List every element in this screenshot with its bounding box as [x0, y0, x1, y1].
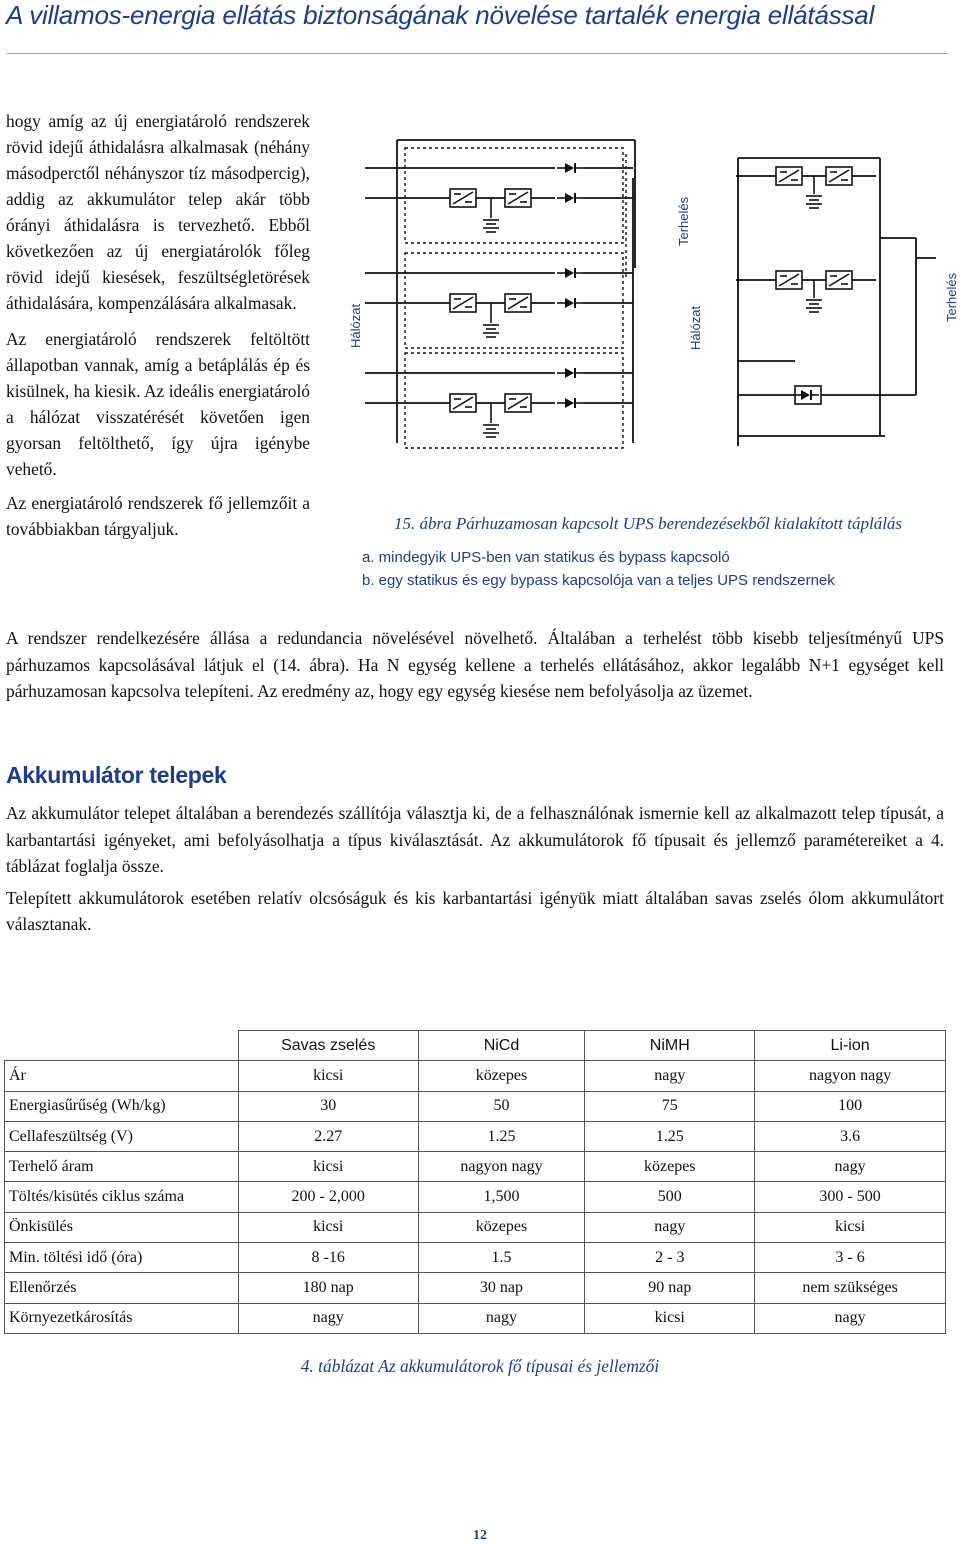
table-cell: közepes — [418, 1061, 585, 1091]
table-row — [5, 1303, 946, 1333]
table-cell: közepes — [585, 1152, 755, 1182]
paragraph-battery-selection: Az akkumulátor telepet általában a berendezés szállítója választja ki, de a felhasználónak ismernie kell az alkalmazott telep típusát, a karbantartási igényeket, ami befolyásolhatja a típus kiválasztását. Az akkumulátorok fő típusait és jellemző paramétereiket a 4. táblázat foglalja össze. — [6, 803, 944, 876]
table-cell: közepes — [418, 1212, 585, 1242]
table-cell: 30 — [238, 1091, 418, 1121]
table-cell: 180 nap — [238, 1273, 418, 1303]
figure-caption-title: 15. ábra Párhuzamosan kapcsolt UPS berendezésekből kialakított táplálás — [393, 514, 903, 533]
table-cell: 2.27 — [238, 1121, 418, 1151]
table-cell: 3.6 — [755, 1121, 946, 1151]
load-label-a: Terhelés — [676, 196, 691, 246]
table-row — [5, 1091, 946, 1121]
table-row — [5, 1273, 946, 1303]
row-label: Terhelő áram — [5, 1152, 239, 1182]
table-cell: 100 — [755, 1091, 946, 1121]
table-cell: 1.25 — [585, 1121, 755, 1151]
ups-parallel-diagram — [340, 118, 960, 498]
paragraph-energy-storage-charge: Az energiatároló rendszerek feltöltött állapotban vannak, amíg a betáplálás ép és kisülnek, ha kiesik. Az ideális energiatároló a hálózat visszatérését követően igen gyorsan feltölthető, így újra igénybe vehető. — [6, 329, 310, 479]
row-label: Töltés/kisütés ciklus száma — [5, 1182, 239, 1212]
table-cell: nagy — [418, 1303, 585, 1333]
table-cell: 500 — [585, 1182, 755, 1212]
battery-section-text — [6, 800, 944, 943]
left-column-text — [6, 108, 310, 550]
row-label: Ellenőrzés — [5, 1273, 239, 1303]
section-heading-batteries: Akkumulátor telepek — [6, 762, 227, 788]
table-cell: 1.5 — [418, 1243, 585, 1273]
table-row — [5, 1121, 946, 1151]
battery-comparison-table — [4, 1030, 946, 1334]
table-cell: 1.25 — [418, 1121, 585, 1151]
table-cell: nagy — [755, 1303, 946, 1333]
row-label: Ár — [5, 1061, 239, 1091]
table-header-row — [5, 1031, 946, 1061]
table-cell: nagy — [585, 1212, 755, 1242]
table-cell: kicsi — [238, 1061, 418, 1091]
table-cell: kicsi — [755, 1212, 946, 1242]
row-label: Önkisülés — [5, 1212, 239, 1242]
table-row — [5, 1182, 946, 1212]
table-row — [5, 1152, 946, 1182]
figure-caption-sub-a: a. mindegyik UPS-ben van statikus és bypass kapcsoló — [362, 549, 730, 566]
column-header: Savas zselés — [238, 1031, 418, 1061]
table-cell: nagyon nagy — [755, 1061, 946, 1091]
column-header: NiMH — [585, 1031, 755, 1061]
table-cell: 200 - 2,000 — [238, 1182, 418, 1212]
paragraph-redundancy: A rendszer rendelkezésére állása a redundancia növelésével növelhető. Általában a terhelést több kisebb teljesítményű UPS párhuzamos kapcsolásával látjuk el (14. ábra). Ha N egység kellene a terhelés ellátásához, akkor legalább N+1 egységet kell párhuzamosan kapcsolva telepíteni. Az eredmény az, hogy egy egység kiesése nem befolyásolja az üzemet. — [6, 628, 944, 701]
paragraph-energy-storage-features: Az energiatároló rendszerek fő jellemzőit a továbbiakban tárgyaljuk. — [6, 493, 310, 539]
table-cell: 90 nap — [585, 1273, 755, 1303]
table-cell: nagy — [755, 1152, 946, 1182]
load-label-b: Terhelés — [944, 272, 959, 322]
row-label: Cellafeszültség (V) — [5, 1121, 239, 1151]
table-row — [5, 1212, 946, 1242]
table-cell: 1,500 — [418, 1182, 585, 1212]
table-cell: nem szükséges — [755, 1273, 946, 1303]
table-caption: 4. táblázat Az akkumulátorok fő típusai és jellemzői — [300, 1356, 660, 1376]
table-cell: kicsi — [238, 1152, 418, 1182]
column-header: Li-ion — [755, 1031, 946, 1061]
table-cell: 2 - 3 — [585, 1243, 755, 1273]
table-cell: 8 -16 — [238, 1243, 418, 1273]
table-cell: nagy — [585, 1061, 755, 1091]
header-divider — [6, 53, 948, 54]
table-cell: 300 - 500 — [755, 1182, 946, 1212]
table-cell: nagyon nagy — [418, 1152, 585, 1182]
table-header-blank — [5, 1031, 239, 1061]
grid-label-a: Hálózat — [348, 303, 363, 348]
column-header: NiCd — [418, 1031, 585, 1061]
table-cell: 50 — [418, 1091, 585, 1121]
table-cell: kicsi — [238, 1212, 418, 1242]
table-row — [5, 1243, 946, 1273]
paragraph-energy-storage-bridging: hogy amíg az új energiatároló rendszerek rövid idejű áthidalásra alkalmasak (néhány másodperctől néhányszor tíz másodpercig), addig az akkumulátor telep akár több órányi áthidalásra is tervezhető. Ebből következően az új energiatárolók főleg rövid idejű kiesések, feszültségletörések áthidalására, kompenzálására alkalmasak. — [6, 111, 310, 313]
figure-caption-sub-b: b. egy statikus és egy bypass kapcsolója van a teljes UPS rendszernek — [362, 572, 835, 589]
grid-label-b: Hálózat — [688, 305, 703, 350]
table-cell: 30 nap — [418, 1273, 585, 1303]
page-header-title: A villamos-energia ellátás biztonságának növelése tartalék energia ellátással — [6, 0, 875, 30]
row-label: Energiasűrűség (Wh/kg) — [5, 1091, 239, 1121]
row-label: Környezetkárosítás — [5, 1303, 239, 1333]
table-cell: kicsi — [585, 1303, 755, 1333]
table-cell: 3 - 6 — [755, 1243, 946, 1273]
figure-caption — [358, 510, 958, 592]
table-cell: 75 — [585, 1091, 755, 1121]
paragraph-battery-lead-acid: Telepített akkumulátorok esetében relatív olcsóságuk és kis karbantartási igényük miatt általában savas zselés ólom akkumulátort választanak. — [6, 887, 944, 934]
table-row — [5, 1061, 946, 1091]
page-number: 12 — [473, 1528, 487, 1543]
row-label: Min. töltési idő (óra) — [5, 1243, 239, 1273]
table-cell: nagy — [238, 1303, 418, 1333]
